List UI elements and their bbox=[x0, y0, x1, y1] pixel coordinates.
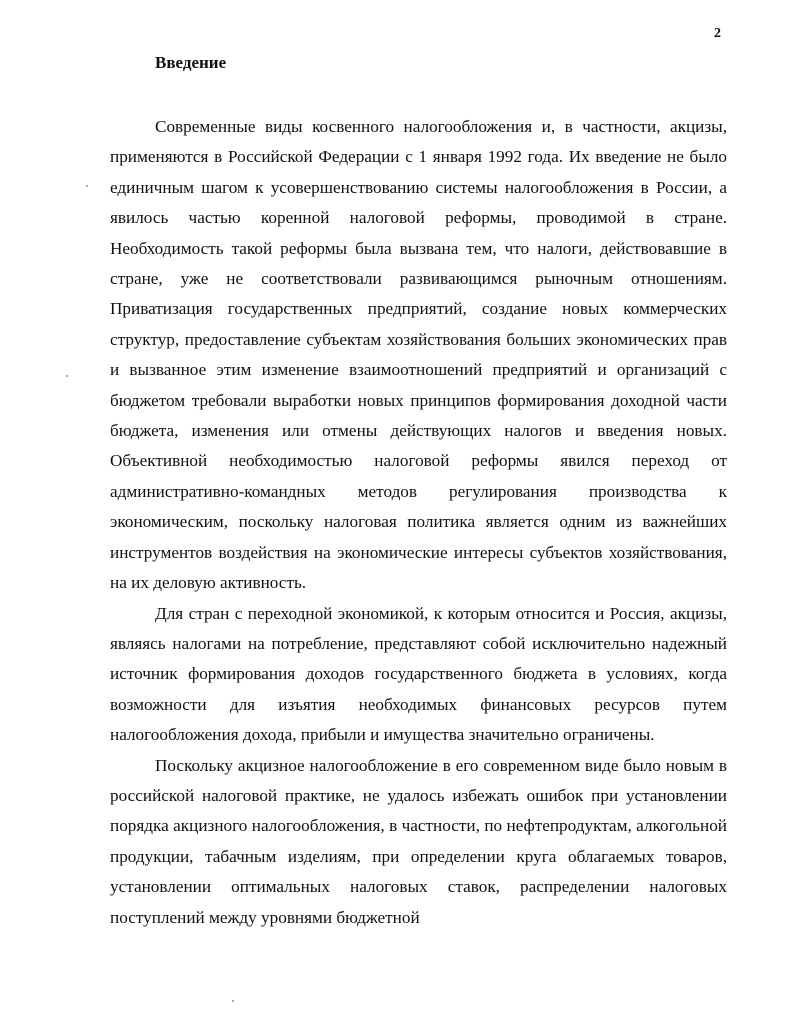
scan-speck bbox=[86, 185, 88, 187]
section-heading: Введение bbox=[155, 53, 227, 72]
page-number: 2 bbox=[714, 26, 721, 41]
scan-speck bbox=[66, 375, 68, 377]
paragraph-2: Для стран с переходной экономикой, к которым относится и Россия, акцизы, являясь налогами на потребление, представляют собой исключительно надежный источник формирования доходов государственного бюджета в условиях, когда возможности для изъятия необходимых финансовых ресурсов путем налогообложения дохода, прибыли и имущества значительно ограничены. bbox=[110, 603, 727, 745]
paragraph-3: Поскольку акцизное налогообложение в его современном виде было новым в российской налоговой практике, не удалось избежать ошибок при установлении порядка акцизного налогообложения, в частности, по нефтепродуктам, алкогольной продукции, табачным изделиям, при определении круга облагаемых товаров, установлении оптимальных налоговых ставок, распределении налоговых поступлений между уровнями бюджетной bbox=[110, 755, 727, 927]
scan-speck bbox=[232, 1000, 234, 1002]
body-text bbox=[110, 112, 727, 933]
paragraph-1: Современные виды косвенного налогообложения и, в частности, акцизы, применяются в Российской Федерации с 1 января 1992 года. Их введение не было единичным шагом к усовершенствованию системы налогообложения в России, а явилось частью коренной налоговой реформы, проводимой в стране. Необходимость такой реформы была вызвана тем, что налоги, действовавшие в стране, уже не соответствовали развивающимся рыночным отношениям. Приватизация государственных предприятий, создание новых коммерческих структур, предоставление субъектам хозяйствования больших экономических прав и вызванное этим изменение взаимоотношений предприятий и организаций с бюджетом требовали выработки новых принципов формирования доходной части бюджета, изменения или отмены действующих налогов и введения новых. Объективной необходимостью налоговой реформы явился переход от административно-командных методов регулирования производства к экономическим, поскольку налоговая политика является одним из важнейших инструментов воздействия на экономические интересы субъектов хозяйствования, на их деловую активность. bbox=[110, 117, 727, 593]
